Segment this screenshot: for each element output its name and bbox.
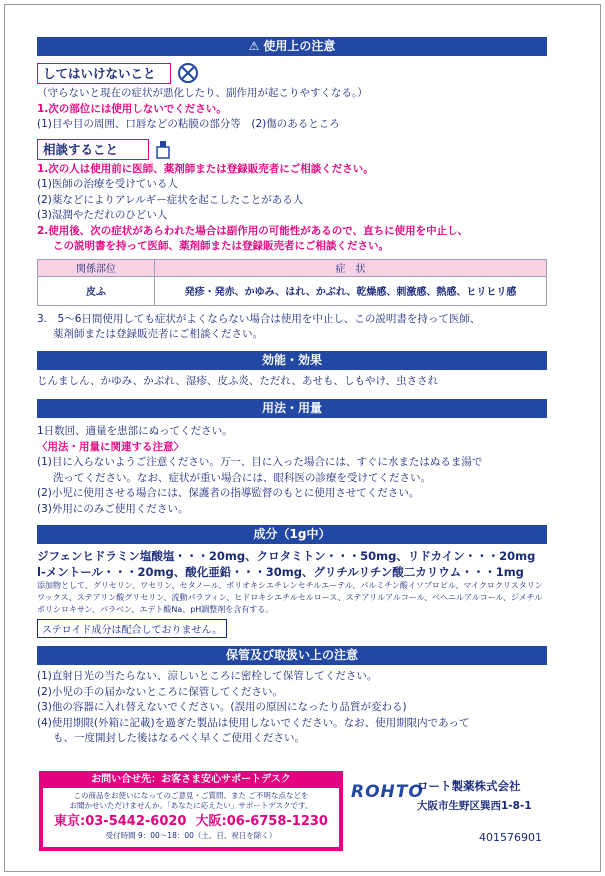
dont-item1: 1.次の部位には使用しないでください。 bbox=[37, 102, 227, 115]
rohto-logo: ROHTO bbox=[351, 782, 424, 802]
ingredients-additives: 添加物として、グリセリン、ワセリン、セタノール、ポリオキシエチレンセチルエーテル、パルミチン酸イソプロピル、マイクロクリスタリンワックス、ステアリン酸グリセリン、流動パラフィン、ヒドロキシエチルセルロース、ステアリルアルコール、ベヘニルアルコール、ジメチルポリシロキサン、パラベン、エデト酸Na、pH調整剤を含有する。 bbox=[37, 581, 543, 614]
contact-phones bbox=[43, 813, 339, 831]
table-header-row bbox=[38, 259, 547, 276]
storage-item4-cont: も、一度開封した後はなるべく早くご使用ください。 bbox=[53, 732, 305, 744]
usage-note-title: 〈用法・用量に関連する注意〉 bbox=[37, 440, 184, 453]
precautions-title: 使用上の注意 bbox=[263, 39, 336, 53]
consult-item1: 1.次の人は使用前に医師、薬剤師または登録販売者にご相談ください。 bbox=[37, 162, 374, 175]
usage-header: 用法・用量 bbox=[37, 399, 547, 418]
ingredients-line2: l-メントール・・・20mg、酸化亜鉛・・・30mg、グリチルリチン酸二カリウム・・・1mg bbox=[37, 565, 524, 579]
ingredients-line1: ジフェンヒドラミン塩酸塩・・・20mg、クロタミトン・・・50mg、リドカイン・・・20mg bbox=[37, 549, 536, 563]
table-row bbox=[38, 276, 547, 305]
consult-item2-cont: この説明書を持って医師、薬剤師または登録販売者にご相談ください。 bbox=[53, 240, 389, 252]
warning-icon: ⚠ bbox=[248, 39, 260, 53]
dont-item1-detail: (1)目や目の周囲、口唇などの粘膜の部分等 (2)傷のあるところ bbox=[37, 118, 340, 130]
consult-label: 相談すること bbox=[37, 139, 149, 160]
storage-item1: (1)直射日光の当たらない、涼しいところに密栓して保管してください。 bbox=[37, 670, 378, 682]
usage-note1-cont: 洗ってください。なお、症状が重い場合には、眼科医の診療を受けてください。 bbox=[53, 471, 431, 484]
usage-note1: (1)目に入らないようご注意ください。万一、目に入った場合には、すぐに水またはぬるま湯で bbox=[37, 456, 483, 468]
product-code: 401576901 bbox=[479, 831, 542, 844]
consult-item3-cont: 薬剤師または登録販売者にご相談ください。 bbox=[53, 328, 263, 340]
consult-sub2: (2)薬などによりアレルギー症状を起こしたことがある人 bbox=[37, 193, 304, 206]
table-cell-symptoms: 発疹・発赤、かゆみ、はれ、かぶれ、乾燥感、刺激感、熱感、ヒリヒリ感 bbox=[155, 276, 547, 305]
contact-box bbox=[39, 771, 343, 851]
storage-item2: (2)小児の手の届かないところに保管してください。 bbox=[37, 685, 283, 698]
consult-sub3: (3)湿潤やただれのひどい人 bbox=[37, 209, 168, 221]
company-address: 大阪市生野区巽西1-8-1 bbox=[417, 800, 532, 812]
efficacy-header: 効能・効果 bbox=[37, 351, 547, 370]
table-header-symptoms: 症 状 bbox=[155, 259, 547, 276]
contact-msg1: この商品をお使いになってのご意見・ご質問、また ご不明な点などを bbox=[73, 791, 309, 800]
leaflet-page bbox=[4, 4, 601, 872]
storage-header: 保管及び取扱い上の注意 bbox=[37, 646, 547, 665]
dont-note: （守らないと現在の症状が悪化したり、副作用が起こりやすくなる。） bbox=[37, 87, 368, 99]
consult-sub1: (1)医師の治療を受けている人 bbox=[37, 178, 178, 190]
prohibited-icon bbox=[177, 62, 199, 84]
usage-text: 1日数回、適量を患部にぬってください。 bbox=[37, 425, 233, 437]
side-effects-table bbox=[37, 259, 547, 306]
contact-msg2: お聞かせいただけませんか。「あなたに応えたい」サポートデスクです。 bbox=[69, 801, 313, 810]
consult-header-row bbox=[37, 139, 547, 160]
contact-inner bbox=[43, 788, 339, 847]
efficacy-text: じんましん、かゆみ、かぶれ、湿疹、皮ふ炎、ただれ、あせも、しもやけ、虫さされ bbox=[37, 374, 439, 387]
usage-note2: (2)小児に使用させる場合には、保護者の指導監督のもとに使用させてください。 bbox=[37, 487, 420, 499]
ingredients-header: 成分（1g中） bbox=[37, 525, 547, 544]
steroid-note: ステロイド成分は配合しておりません。 bbox=[37, 619, 227, 638]
doctor-consult-icon bbox=[155, 139, 171, 159]
contact-title: お問い合せ先：お客さま安心サポートデスク bbox=[91, 774, 291, 785]
leaflet-content bbox=[37, 32, 547, 747]
company-name: ロート製薬株式会社 bbox=[417, 779, 521, 793]
contact-hours: 受付時間 9：00～18：00（土、日、祝日を除く） bbox=[105, 831, 277, 840]
table-cell-part: 皮ふ bbox=[38, 276, 155, 305]
table-header-part: 関係部位 bbox=[38, 259, 155, 276]
usage-note3: (3)外用にのみご使用ください。 bbox=[37, 502, 189, 515]
dont-header-row bbox=[37, 62, 547, 84]
storage-item4: (4)使用期限(外箱に記載)を過ぎた製品は使用しないでください。なお、使用期限内であって bbox=[37, 716, 470, 729]
dont-label: してはいけないこと bbox=[37, 63, 171, 84]
consult-item3: 3. 5～6日間使用しても症状がよくならない場合は使用を中止し、この説明書を持って医師、 bbox=[37, 312, 481, 325]
osaka-phone: 大阪:06-6758-1230 bbox=[195, 814, 328, 829]
tokyo-phone: 東京:03-5442-6020 bbox=[54, 814, 187, 829]
consult-item2: 2.使用後、次の症状があらわれた場合は副作用の可能性があるので、直ちに使用を中止し、 bbox=[37, 224, 469, 237]
storage-item3: (3)他の容器に入れ替えないでください。(誤用の原因になったり品質が変わる) bbox=[37, 701, 407, 713]
precautions-header bbox=[37, 37, 547, 56]
